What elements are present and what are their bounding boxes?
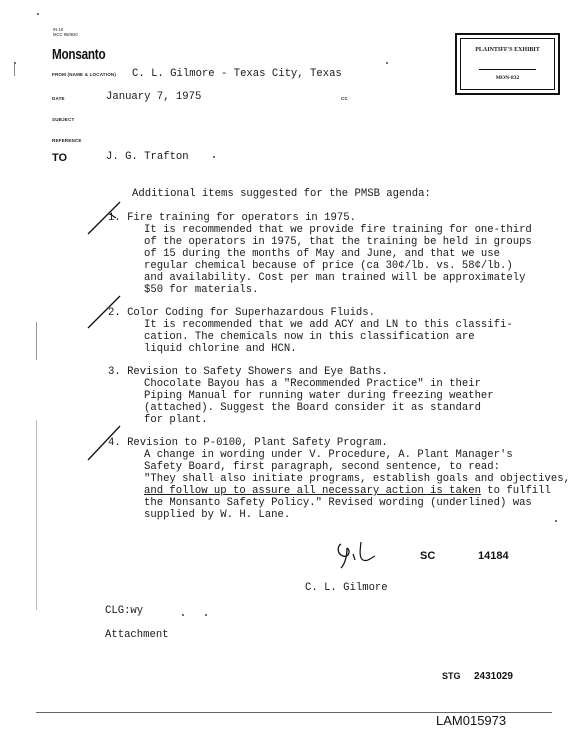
exhibit-inner-border (460, 38, 555, 90)
item-3-heading: 3. Revision to Safety Showers and Eye Baths. (108, 366, 388, 378)
item-1-line: of 15 during the months of May and June, and that we use (144, 248, 501, 260)
to-value: J. G. Trafton (106, 151, 189, 163)
item-4-line: supplied by W. H. Lane. (144, 509, 291, 521)
scan-speck (213, 156, 215, 158)
item-1-line: $50 for materials. (144, 284, 259, 296)
exhibit-title: PLAINTIFF'S EXHIBIT (475, 47, 540, 53)
item-4-line: Safety Board, first paragraph, second sentence, to read: (144, 461, 501, 473)
date-value: January 7, 1975 (106, 91, 202, 103)
item-3-line: Chocolate Bayou has a "Recommended Practice" in their (144, 378, 481, 390)
to-label: TO (52, 152, 68, 164)
form-code-2: MCC 950920 (53, 32, 78, 37)
item-3-line: Piping Manual for running water during freezing weather (144, 390, 494, 402)
date-label: DATE (52, 96, 65, 101)
attachment-note: Attachment (105, 629, 169, 641)
stg-label: STG (442, 671, 461, 681)
item-1-heading: 1. Fire training for operators in 1975. (108, 212, 356, 224)
item-4-line-underlined (144, 485, 551, 497)
from-label: FROM (NAME & LOCATION) (52, 72, 117, 77)
initials: CLG:wy (105, 605, 144, 617)
scan-speck (205, 614, 207, 616)
item-2-heading: 2. Color Coding for Superhazardous Fluids. (108, 307, 376, 319)
intro-text: Additional items suggested for the PMSB agenda: (132, 188, 431, 200)
margin-mark (36, 322, 37, 360)
scan-speck (386, 62, 388, 64)
item-4-heading: 4. Revision to P-0100, Plant Safety Program. (108, 437, 388, 449)
scan-speck (182, 614, 184, 616)
handwritten-signature (333, 538, 379, 570)
sc-number: 14184 (478, 550, 509, 562)
item-1-line: and availability. Cost per man trained will be approximately (144, 272, 526, 284)
reference-label: REFERENCE (52, 138, 82, 143)
item-4-line: A change in wording under V. Procedure, A. Plant Manager's (144, 449, 513, 461)
subject-label: SUBJECT (52, 117, 75, 122)
margin-mark (36, 420, 37, 610)
scan-speck (555, 520, 557, 522)
item-3-line: (attached). Suggest the Board consider it as standard (144, 402, 481, 414)
cc-label: CC (341, 96, 348, 101)
stg-number: 2431029 (474, 671, 513, 682)
scan-speck (37, 13, 39, 15)
checkmark-icon (86, 198, 126, 238)
checkmark-icon (86, 422, 126, 462)
item-1-line: regular chemical because of price (ca 30¢/lb. vs. 58¢/lb.) (144, 260, 513, 272)
bates-number: LAM015973 (436, 713, 507, 728)
form-code-1: IN-10 (53, 27, 64, 32)
underlined-tail: to fulfill (480, 485, 551, 497)
plaintiff-exhibit-stamp (455, 33, 560, 95)
sc-stamp: SC (420, 550, 436, 562)
item-4-line: the Monsanto Safety Policy." Revised wording (underlined) was (144, 497, 532, 509)
exhibit-number: MON-832 (495, 75, 520, 81)
item-1-line: of the operators in 1975, that the training be held in groups (144, 236, 532, 248)
item-3-line: for plant. (144, 414, 208, 426)
underlined-wording: and follow up to assure all necessary action is taken (144, 485, 481, 497)
scan-mark (14, 64, 15, 76)
signer-name: C. L. Gilmore (305, 582, 388, 594)
from-value: C. L. Gilmore - Texas City, Texas (132, 68, 342, 80)
item-2-line: It is recommended that we add ACY and LN to this classifi- (144, 319, 513, 331)
item-2-line: liquid chlorine and HCN. (144, 343, 297, 355)
company-logo: Monsanto (52, 46, 106, 63)
item-4-line: "They shall also initiate programs, establish goals and objectives, (144, 473, 570, 485)
checkmark-icon (86, 292, 126, 332)
exhibit-rule (479, 69, 536, 70)
item-1-line: It is recommended that we provide fire training for one-third (144, 224, 532, 236)
item-2-line: cation. The chemicals now in this classification are (144, 331, 475, 343)
